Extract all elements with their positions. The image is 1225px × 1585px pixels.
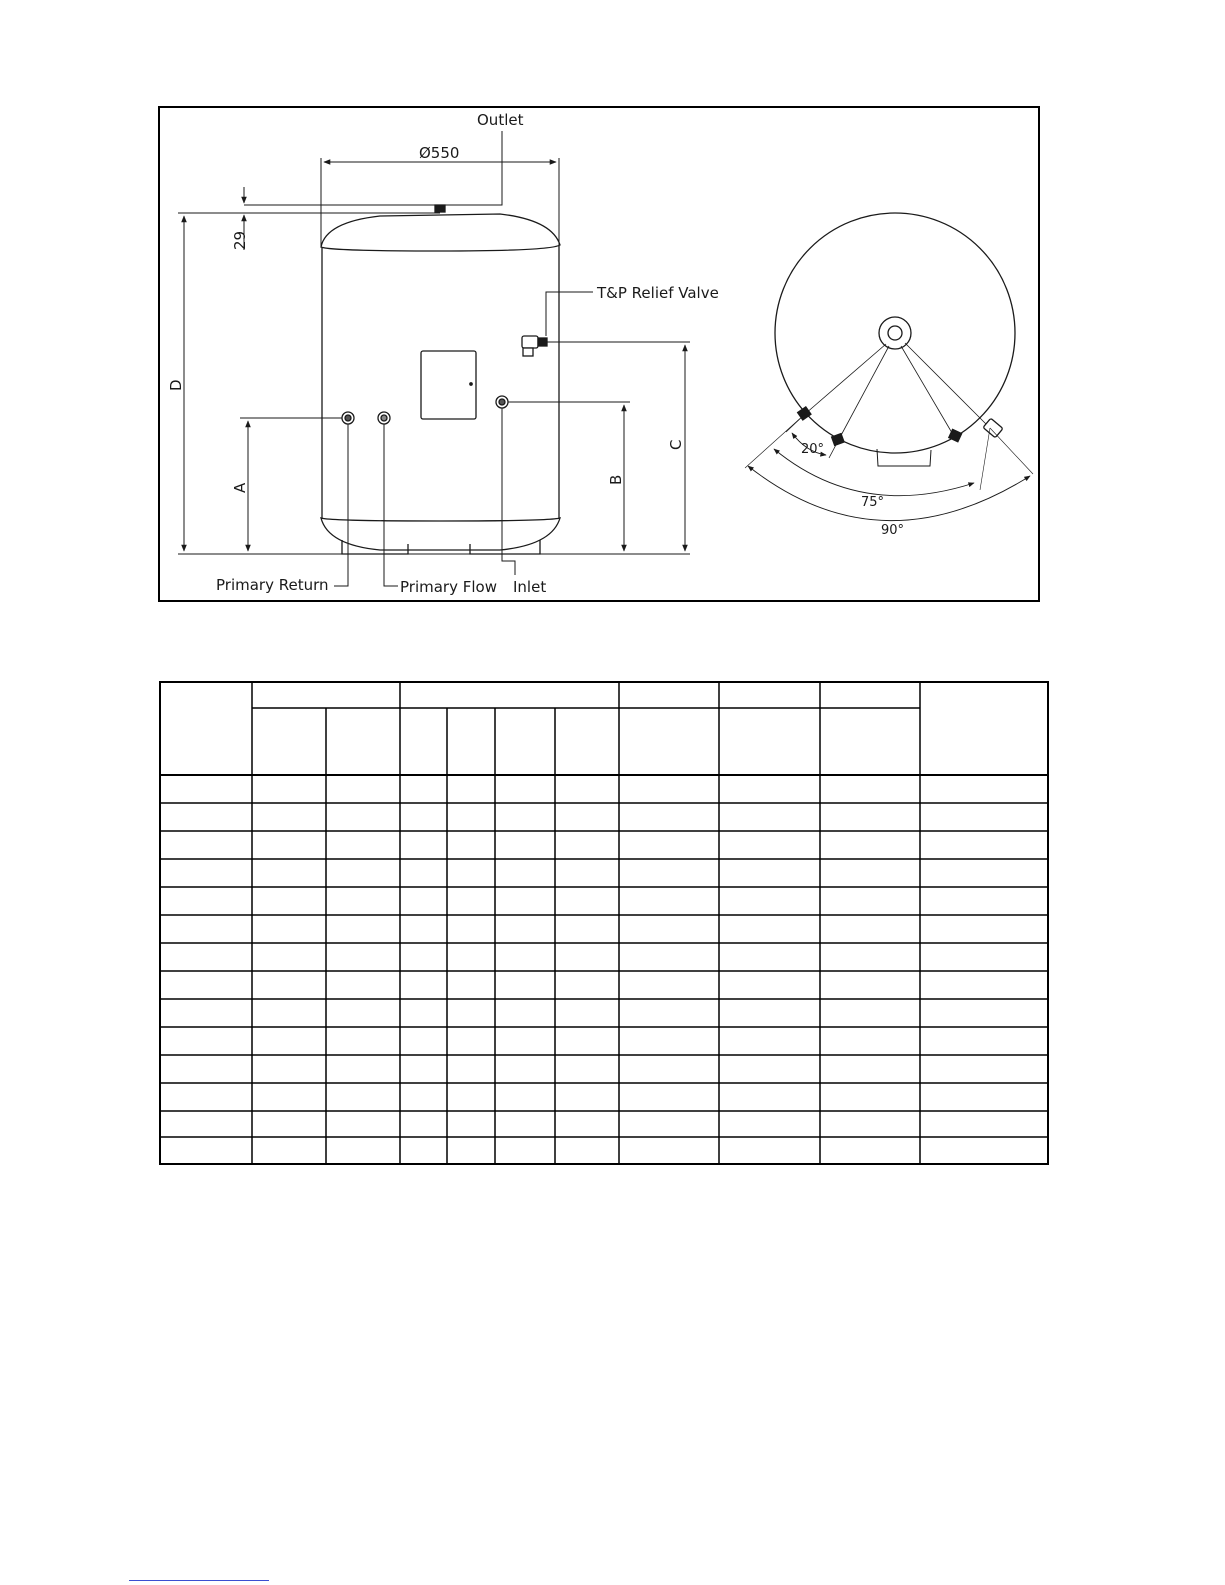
cylinder-front-view bbox=[321, 205, 560, 554]
primary-flow-label: Primary Flow bbox=[400, 578, 497, 596]
angle-75-label: 75° bbox=[861, 495, 885, 510]
diagram-frame bbox=[159, 107, 1039, 601]
dim-b-label: B bbox=[607, 474, 625, 485]
angle-90-label: 90° bbox=[881, 523, 905, 538]
outlet-fitting bbox=[435, 205, 445, 212]
spec-table bbox=[159, 681, 1050, 1167]
diameter-label: Ø550 bbox=[419, 144, 460, 162]
inlet-label: Inlet bbox=[513, 578, 547, 596]
angle-20-label: 20° bbox=[801, 442, 825, 457]
tp-relief-valve bbox=[522, 336, 547, 356]
cylinder-top-view bbox=[745, 213, 1033, 521]
top-offset-label: 29 bbox=[231, 230, 249, 250]
water-heater-diagram bbox=[0, 0, 1225, 660]
tp-valve-label: T&P Relief Valve bbox=[597, 284, 719, 302]
footer-rule bbox=[129, 1580, 269, 1581]
primary-return-label: Primary Return bbox=[216, 576, 329, 594]
outlet-label: Outlet bbox=[477, 111, 524, 129]
dimension-lines bbox=[178, 131, 690, 586]
dim-a-label: A bbox=[231, 482, 249, 493]
dim-c-label: C bbox=[667, 439, 685, 450]
dim-d-label: D bbox=[167, 379, 185, 391]
access-panel bbox=[421, 351, 476, 419]
